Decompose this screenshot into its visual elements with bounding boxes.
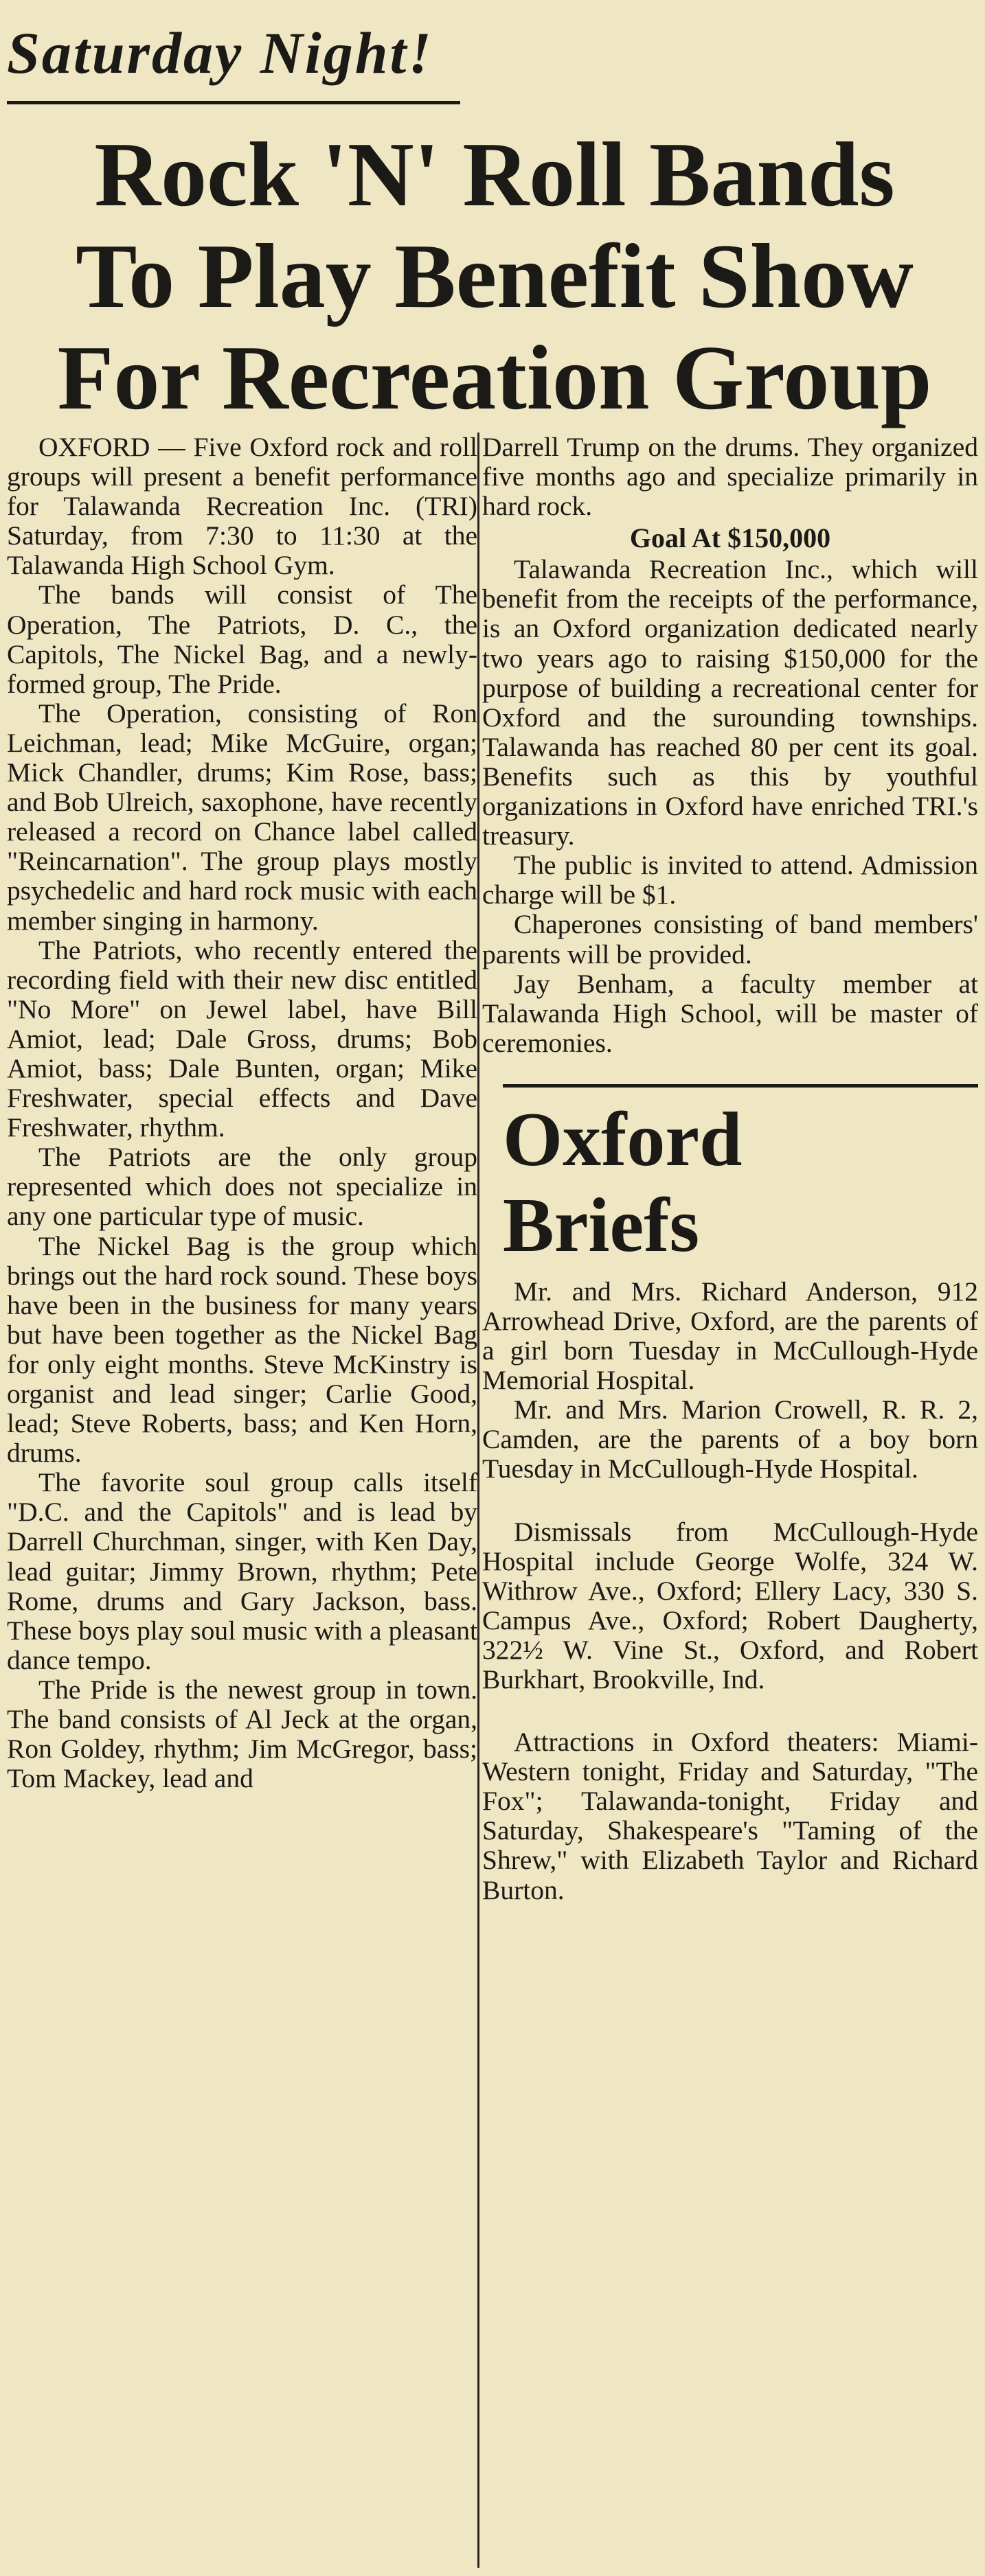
article-paragraph: Chaperones consisting of band members' parents will be provided.: [482, 909, 978, 969]
column-rule: [477, 433, 479, 2568]
article-paragraph: The Patriots, who recently entered the recording field with their new disc entitled "No More" on Jewel label, have Bill Amiot, lead; Dale Gross, drums; Bob Amiot, bass; Dale Bunten, organ; Mike Freshwater, special effects and Dave Freshwater, rhythm.: [7, 934, 477, 1143]
briefs-title-line-2: Briefs: [503, 1182, 700, 1268]
section-subhead: Goal At $150,000: [629, 522, 831, 554]
article-paragraph: Talawanda Recreation Inc., which will benefit from the receipts of the performance, is an Oxford organization dedicated nearly two years ago to raising $150,000 for the purpose of building a recreational center for Oxford and the surounding townships. Talawanda has reached 80 per cent its goal. Benefits such as this by youthful organizations in Oxford have enriched TRI.'s treasury.: [482, 554, 978, 851]
headline-line-3: For Recreation Group: [57, 327, 932, 428]
article-paragraph: The bands will consist of The Operation, The Patriots, D. C., the Capitols, The Nickel Bag, and a newly-formed group, The Pride.: [7, 579, 477, 699]
article-column-right: [482, 433, 978, 1905]
brief-item: Attractions in Oxford theaters: Miami-Western tonight, Friday and Saturday, "The Fox"; Talawanda-tonight, Friday and Saturday, Shakespeare's "Taming of the Shrew," with Elizabeth Taylor and Richard Burton.: [482, 1727, 978, 1905]
kicker-text: Saturday Night!: [7, 20, 433, 86]
brief-item: Dismissals from McCullough-Hyde Hospital include George Wolfe, 324 W. Withrow Ave., Oxford; Ellery Lacy, 330 S. Campus Ave., Oxford; Robert Daugherty, 322½ W. Vine St., Oxford, and Robert Burkhart, Brookville, Ind.: [482, 1516, 978, 1694]
article-paragraph: The favorite soul group calls itself "D.C. and the Capitols" and is lead by Darrell Churchman, singer, with Ken Day, lead guitar; Jimmy Brown, rhythm; Pete Rome, drums and Gary Jackson, bass. These boys play soul music with a pleasant dance tempo.: [7, 1467, 477, 1675]
headline: [14, 124, 975, 428]
article-paragraph: The public is invited to attend. Admission charge will be $1.: [482, 850, 978, 910]
article-paragraph: The Operation, consisting of Ron Leichman, lead; Mike McGuire, organ; Mick Chandler, drums; Kim Rose, bass; and Bob Ulreich, saxophone, have recently released a record on Chance label called "Reincarnation". The group plays mostly psychedelic and hard rock music with each member singing in harmony.: [7, 698, 477, 936]
article-paragraph: The Nickel Bag is the group which brings out the hard rock sound. These boys have been in the business for many years but have been together as the Nickel Bag for only eight months. Steve McKinstry is organist and lead singer; Carlie Good, lead; Steve Roberts, bass; and Ken Horn, drums.: [7, 1230, 477, 1469]
brief-spacer: [482, 1484, 978, 1517]
briefs-body: [482, 1277, 978, 1905]
brief-item: Mr. and Mrs. Richard Anderson, 912 Arrowhead Drive, Oxford, are the parents of a girl born Tuesday in McCullough-Hyde Memorial Hospital.: [482, 1276, 978, 1396]
article-paragraph: Darrell Trump on the drums. They organized five months ago and specialize primarily in hard rock.: [482, 432, 978, 522]
article-column-left: [7, 433, 477, 1793]
headline-line-1: Rock 'N' Roll Bands: [94, 124, 895, 225]
briefs-heading: [503, 1084, 978, 1269]
article-paragraph: Jay Benham, a faculty member at Talawanda High School, will be master of ceremonies.: [482, 968, 978, 1058]
brief-item: Mr. and Mrs. Marion Crowell, R. R. 2, Camden, are the parents of a boy born Tuesday in McCullough-Hyde Hospital.: [482, 1394, 978, 1484]
article-paragraph: OXFORD — Five Oxford rock and roll groups will present a benefit performance for Talawanda Recreation Inc. (TRI) Saturday, from 7:30 to 11:30 at the Talawanda High School Gym.: [7, 432, 477, 581]
brief-spacer: [482, 1694, 978, 1727]
briefs-title-line-1: Oxford: [503, 1096, 743, 1182]
kicker-banner: [7, 15, 460, 104]
headline-line-2: To Play Benefit Show: [76, 225, 914, 327]
article-paragraph: The Pride is the newest group in town. The band consists of Al Jeck at the organ, Ron Goldey, rhythm; Jim McGregor, bass; Tom Mackey, lead and: [7, 1674, 477, 1794]
article-paragraph: The Patriots are the only group represented which does not specialize in any one particular type of music.: [7, 1142, 477, 1232]
